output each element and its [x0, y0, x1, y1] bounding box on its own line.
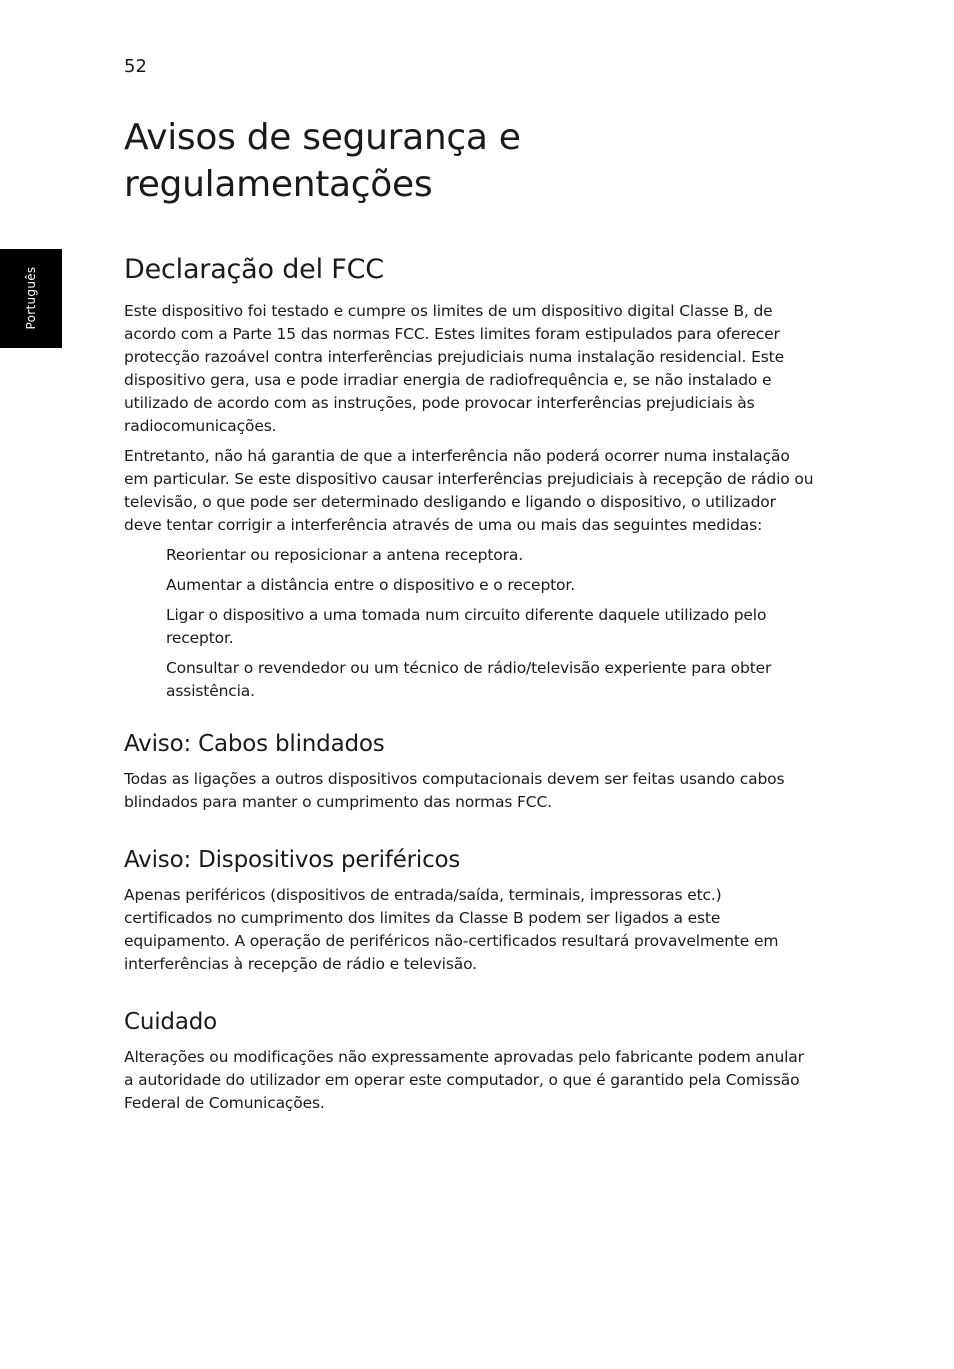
- caution-section: [124, 1007, 814, 1115]
- fcc-measures-list: [124, 544, 814, 703]
- list-item: Reorientar ou reposicionar a antena receptora.: [166, 546, 523, 564]
- shielded-cables-heading: Aviso: Cabos blindados: [124, 731, 385, 757]
- language-tab-label: Português: [24, 266, 38, 330]
- caution-heading: Cuidado: [124, 1009, 217, 1035]
- caution-text: Alterações ou modificações não expressamente aprovadas pelo fabricante podem anular a autoridade do utilizador em operar este computador, o que é garantido pela Comissão Federal de Comunicações.: [124, 1048, 804, 1112]
- list-item: Consultar o revendedor ou um técnico de rádio/televisão experiente para obter assistência.: [166, 659, 772, 700]
- page-title: [124, 114, 814, 208]
- page-content: [124, 114, 814, 1122]
- page-number: 52: [124, 56, 147, 77]
- shielded-cables-text: Todas as ligações a outros dispositivos computacionais devem ser feitas usando cabos blindados para manter o cumprimento das normas FCC.: [124, 770, 785, 811]
- fcc-section: [124, 252, 814, 703]
- fcc-paragraph-2: Entretanto, não há garantia de que a interferência não poderá ocorrer numa instalação em particular. Se este dispositivo causar interferências prejudiciais à recepção de rádio ou televisão, o que pode ser determinado desligando e ligando o dispositivo, o utilizador deve tentar corrigir a interferência através de uma ou mais das seguintes medidas:: [124, 447, 814, 534]
- list-item: Aumentar a distância entre o dispositivo e o receptor.: [166, 576, 575, 594]
- peripherals-heading: Aviso: Dispositivos periféricos: [124, 847, 461, 873]
- fcc-paragraph-1: Este dispositivo foi testado e cumpre os limites de um dispositivo digital Classe B, de acordo com a Parte 15 das normas FCC. Estes limites foram estipulados para oferecer protecção razoável contra interferências prejudiciais numa instalação residencial. Este dispositivo gera, usa e pode irradiar energia de radiofrequência e, se não instalado e utilizado de acordo com as instruções, pode provocar interferências prejudiciais às radiocomunicações.: [124, 302, 784, 435]
- peripherals-section: [124, 845, 814, 976]
- shielded-cables-section: [124, 729, 814, 814]
- list-item: Ligar o dispositivo a uma tomada num circuito diferente daquele utilizado pelo receptor.: [166, 606, 767, 647]
- language-side-tab: [0, 249, 62, 348]
- peripherals-text: Apenas periféricos (dispositivos de entrada/saída, terminais, impressoras etc.) certificados no cumprimento dos limites da Classe B podem ser ligados a este equipamento. A operação de periféricos não-certificados resultará provavelmente em interferências à recepção de rádio e televisão.: [124, 886, 779, 973]
- page-title-line-2: regulamentações: [124, 164, 433, 205]
- fcc-heading: Declaração del FCC: [124, 254, 384, 285]
- page-title-line-1: Avisos de segurança e: [124, 117, 521, 158]
